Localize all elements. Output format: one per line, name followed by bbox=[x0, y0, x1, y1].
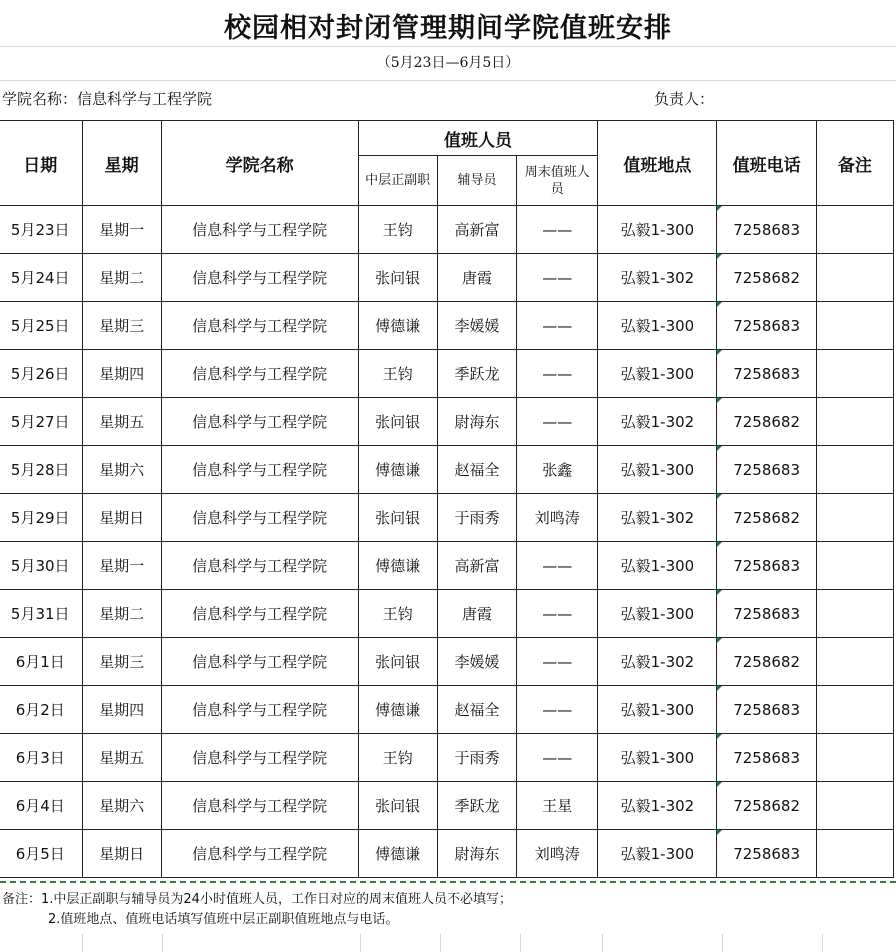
cell-college[interactable]: 信息科学与工程学院 bbox=[161, 734, 358, 782]
cell-counselor[interactable]: 高新富 bbox=[437, 206, 516, 254]
cell-phone[interactable]: 7258682 bbox=[717, 398, 816, 446]
cell-date[interactable]: 6月5日 bbox=[0, 830, 82, 878]
cell-phone[interactable]: 7258683 bbox=[717, 302, 816, 350]
header-date: 日期 bbox=[0, 121, 82, 206]
cell-date[interactable]: 5月26日 bbox=[0, 350, 82, 398]
cell-mid-level[interactable]: 王钧 bbox=[358, 206, 437, 254]
header-weekend-staff: 周末值班人员 bbox=[517, 156, 598, 206]
cell-mid-level[interactable]: 王钧 bbox=[358, 350, 437, 398]
cell-counselor[interactable]: 尉海东 bbox=[437, 398, 516, 446]
cell-counselor[interactable]: 季跃龙 bbox=[437, 782, 516, 830]
cell-phone[interactable]: 7258683 bbox=[717, 686, 816, 734]
table-body bbox=[0, 206, 894, 878]
cell-location[interactable]: 弘毅1-300 bbox=[598, 734, 717, 782]
cell-weekend-staff[interactable]: —— bbox=[517, 686, 598, 734]
cell-counselor[interactable]: 于雨秀 bbox=[437, 734, 516, 782]
cell-mid-level[interactable]: 张问银 bbox=[358, 398, 437, 446]
cell-weekend-staff[interactable]: —— bbox=[517, 302, 598, 350]
cell-counselor[interactable]: 季跃龙 bbox=[437, 350, 516, 398]
cell-weekday[interactable]: 星期六 bbox=[82, 446, 161, 494]
cell-location[interactable]: 弘毅1-300 bbox=[598, 686, 717, 734]
cell-college[interactable]: 信息科学与工程学院 bbox=[161, 446, 358, 494]
cell-remark[interactable] bbox=[816, 494, 893, 542]
cell-counselor[interactable]: 唐霞 bbox=[437, 254, 516, 302]
cell-weekday[interactable]: 星期一 bbox=[82, 542, 161, 590]
cell-remark[interactable] bbox=[816, 350, 893, 398]
cell-weekend-staff[interactable]: —— bbox=[517, 350, 598, 398]
cell-weekday[interactable]: 星期三 bbox=[82, 302, 161, 350]
cell-weekend-staff[interactable]: —— bbox=[517, 542, 598, 590]
grid-line bbox=[0, 46, 896, 47]
cell-date[interactable]: 6月4日 bbox=[0, 782, 82, 830]
cell-location[interactable]: 弘毅1-302 bbox=[598, 398, 717, 446]
cell-mid-level[interactable]: 张问银 bbox=[358, 782, 437, 830]
cell-mid-level[interactable]: 傅德谦 bbox=[358, 542, 437, 590]
cell-mid-level[interactable]: 傅德谦 bbox=[358, 830, 437, 878]
cell-remark[interactable] bbox=[816, 446, 893, 494]
cell-date[interactable]: 5月25日 bbox=[0, 302, 82, 350]
grid-column-tick bbox=[162, 934, 163, 952]
cell-mid-level[interactable]: 王钧 bbox=[358, 734, 437, 782]
cell-remark[interactable] bbox=[816, 830, 893, 878]
cell-date[interactable]: 5月23日 bbox=[0, 206, 82, 254]
cell-date[interactable]: 6月1日 bbox=[0, 638, 82, 686]
cell-weekday[interactable]: 星期二 bbox=[82, 254, 161, 302]
cell-college[interactable]: 信息科学与工程学院 bbox=[161, 350, 358, 398]
cell-location[interactable]: 弘毅1-302 bbox=[598, 638, 717, 686]
note-line-2: 2.值班地点、值班电话填写值班中层正副职值班地点与电话。 bbox=[48, 912, 399, 927]
cell-weekend-staff[interactable]: 王星 bbox=[517, 782, 598, 830]
page-title: 校园相对封闭管理期间学院值班安排 bbox=[224, 13, 672, 44]
cell-location[interactable]: 弘毅1-300 bbox=[598, 542, 717, 590]
header-college: 学院名称 bbox=[161, 121, 358, 206]
cell-phone[interactable]: 7258683 bbox=[717, 734, 816, 782]
cell-weekday[interactable]: 星期五 bbox=[82, 734, 161, 782]
header-counselor: 辅导员 bbox=[437, 156, 516, 206]
cell-location[interactable]: 弘毅1-302 bbox=[598, 254, 717, 302]
cell-phone[interactable]: 7258682 bbox=[717, 638, 816, 686]
cell-mid-level[interactable]: 王钧 bbox=[358, 590, 437, 638]
cell-phone[interactable]: 7258682 bbox=[717, 254, 816, 302]
cell-college[interactable]: 信息科学与工程学院 bbox=[161, 686, 358, 734]
cell-college[interactable]: 信息科学与工程学院 bbox=[161, 590, 358, 638]
grid-column-tick bbox=[520, 934, 521, 952]
cell-weekday[interactable]: 星期五 bbox=[82, 398, 161, 446]
grid-column-tick bbox=[82, 934, 83, 952]
cell-phone[interactable]: 7258683 bbox=[717, 590, 816, 638]
cell-remark[interactable] bbox=[816, 398, 893, 446]
table-row bbox=[0, 686, 894, 734]
table-row bbox=[0, 494, 894, 542]
cell-counselor[interactable]: 尉海东 bbox=[437, 830, 516, 878]
table-row bbox=[0, 206, 894, 254]
cell-college[interactable]: 信息科学与工程学院 bbox=[161, 398, 358, 446]
cell-remark[interactable] bbox=[816, 206, 893, 254]
table-row bbox=[0, 254, 894, 302]
cell-college[interactable]: 信息科学与工程学院 bbox=[161, 638, 358, 686]
cell-weekend-staff[interactable]: 张鑫 bbox=[517, 446, 598, 494]
table-row bbox=[0, 446, 894, 494]
cell-location[interactable]: 弘毅1-300 bbox=[598, 350, 717, 398]
cell-date[interactable]: 5月31日 bbox=[0, 590, 82, 638]
cell-college[interactable]: 信息科学与工程学院 bbox=[161, 206, 358, 254]
grid-column-tick bbox=[440, 934, 441, 952]
cell-location[interactable]: 弘毅1-300 bbox=[598, 830, 717, 878]
cell-date[interactable]: 6月3日 bbox=[0, 734, 82, 782]
cell-remark[interactable] bbox=[816, 302, 893, 350]
cell-counselor[interactable]: 李媛媛 bbox=[437, 638, 516, 686]
cell-mid-level[interactable]: 傅德谦 bbox=[358, 686, 437, 734]
cell-weekday[interactable]: 星期六 bbox=[82, 782, 161, 830]
cell-weekend-staff[interactable]: —— bbox=[517, 254, 598, 302]
table-row bbox=[0, 590, 894, 638]
note-line-1: 备注：1.中层正副职与辅导员为24小时值班人员，工作日对应的周末值班人员不必填写； bbox=[2, 892, 512, 907]
cell-remark[interactable] bbox=[816, 686, 893, 734]
grid-column-tick bbox=[722, 934, 723, 952]
date-range-subtitle: （5月23日—6月5日） bbox=[376, 55, 520, 71]
cell-mid-level[interactable]: 张问银 bbox=[358, 254, 437, 302]
cell-location[interactable]: 弘毅1-300 bbox=[598, 302, 717, 350]
cell-counselor[interactable]: 赵福全 bbox=[437, 446, 516, 494]
cell-mid-level[interactable]: 傅德谦 bbox=[358, 446, 437, 494]
cell-weekday[interactable]: 星期四 bbox=[82, 350, 161, 398]
cell-phone[interactable]: 7258682 bbox=[717, 782, 816, 830]
college-name-label: 学院名称：信息科学与工程学院 bbox=[2, 90, 213, 108]
cell-location[interactable]: 弘毅1-302 bbox=[598, 494, 717, 542]
cell-weekend-staff[interactable]: —— bbox=[517, 638, 598, 686]
cell-date[interactable]: 5月29日 bbox=[0, 494, 82, 542]
cell-weekday[interactable]: 星期四 bbox=[82, 686, 161, 734]
cell-remark[interactable] bbox=[816, 782, 893, 830]
cell-weekday[interactable]: 星期日 bbox=[82, 830, 161, 878]
cell-weekday[interactable]: 星期日 bbox=[82, 494, 161, 542]
cell-weekend-staff[interactable]: 刘鸣涛 bbox=[517, 830, 598, 878]
cell-phone[interactable]: 7258682 bbox=[717, 494, 816, 542]
cell-counselor[interactable]: 赵福全 bbox=[437, 686, 516, 734]
cell-phone[interactable]: 7258683 bbox=[717, 350, 816, 398]
leader-label: 负责人： bbox=[654, 90, 715, 108]
cell-location[interactable]: 弘毅1-300 bbox=[598, 206, 717, 254]
print-area-divider bbox=[0, 881, 896, 883]
grid-line bbox=[0, 80, 896, 81]
header-mid-level: 中层正副职 bbox=[358, 156, 437, 206]
cell-remark[interactable] bbox=[816, 734, 893, 782]
header-remark: 备注 bbox=[816, 121, 893, 206]
table-row bbox=[0, 542, 894, 590]
table-row bbox=[0, 782, 894, 830]
cell-weekend-staff[interactable]: —— bbox=[517, 590, 598, 638]
cell-phone[interactable]: 7258683 bbox=[717, 542, 816, 590]
cell-weekday[interactable]: 星期二 bbox=[82, 590, 161, 638]
cell-mid-level[interactable]: 傅德谦 bbox=[358, 302, 437, 350]
grid-column-tick bbox=[602, 934, 603, 952]
header-location: 值班地点 bbox=[598, 121, 717, 206]
table-row bbox=[0, 638, 894, 686]
cell-mid-level[interactable]: 张问银 bbox=[358, 494, 437, 542]
cell-phone[interactable]: 7258683 bbox=[717, 446, 816, 494]
cell-weekend-staff[interactable]: —— bbox=[517, 206, 598, 254]
grid-column-tick bbox=[822, 934, 823, 952]
grid-column-tick bbox=[360, 934, 361, 952]
duty-schedule-table bbox=[0, 120, 894, 878]
cell-college[interactable]: 信息科学与工程学院 bbox=[161, 782, 358, 830]
cell-date[interactable]: 6月2日 bbox=[0, 686, 82, 734]
cell-counselor[interactable]: 高新富 bbox=[437, 542, 516, 590]
cell-weekday[interactable]: 星期一 bbox=[82, 206, 161, 254]
cell-phone[interactable]: 7258683 bbox=[717, 206, 816, 254]
cell-location[interactable]: 弘毅1-300 bbox=[598, 590, 717, 638]
cell-college[interactable]: 信息科学与工程学院 bbox=[161, 494, 358, 542]
cell-mid-level[interactable]: 张问银 bbox=[358, 638, 437, 686]
table-row bbox=[0, 302, 894, 350]
cell-college[interactable]: 信息科学与工程学院 bbox=[161, 254, 358, 302]
cell-college[interactable]: 信息科学与工程学院 bbox=[161, 830, 358, 878]
table-row bbox=[0, 350, 894, 398]
cell-remark[interactable] bbox=[816, 638, 893, 686]
cell-date[interactable]: 5月28日 bbox=[0, 446, 82, 494]
cell-location[interactable]: 弘毅1-302 bbox=[598, 782, 717, 830]
cell-weekend-staff[interactable]: —— bbox=[517, 398, 598, 446]
cell-date[interactable]: 5月24日 bbox=[0, 254, 82, 302]
cell-college[interactable]: 信息科学与工程学院 bbox=[161, 302, 358, 350]
cell-college[interactable]: 信息科学与工程学院 bbox=[161, 542, 358, 590]
cell-location[interactable]: 弘毅1-300 bbox=[598, 446, 717, 494]
table-row bbox=[0, 398, 894, 446]
cell-date[interactable]: 5月30日 bbox=[0, 542, 82, 590]
cell-counselor[interactable]: 于雨秀 bbox=[437, 494, 516, 542]
cell-weekend-staff[interactable]: —— bbox=[517, 734, 598, 782]
cell-counselor[interactable]: 唐霞 bbox=[437, 590, 516, 638]
header-staff-group: 值班人员 bbox=[358, 121, 598, 156]
cell-phone[interactable]: 7258683 bbox=[717, 830, 816, 878]
header-weekday: 星期 bbox=[82, 121, 161, 206]
cell-remark[interactable] bbox=[816, 254, 893, 302]
cell-date[interactable]: 5月27日 bbox=[0, 398, 82, 446]
cell-remark[interactable] bbox=[816, 542, 893, 590]
cell-weekday[interactable]: 星期三 bbox=[82, 638, 161, 686]
header-phone: 值班电话 bbox=[717, 121, 816, 206]
table-row bbox=[0, 830, 894, 878]
cell-counselor[interactable]: 李媛媛 bbox=[437, 302, 516, 350]
cell-remark[interactable] bbox=[816, 590, 893, 638]
table-row bbox=[0, 734, 894, 782]
cell-weekend-staff[interactable]: 刘鸣涛 bbox=[517, 494, 598, 542]
